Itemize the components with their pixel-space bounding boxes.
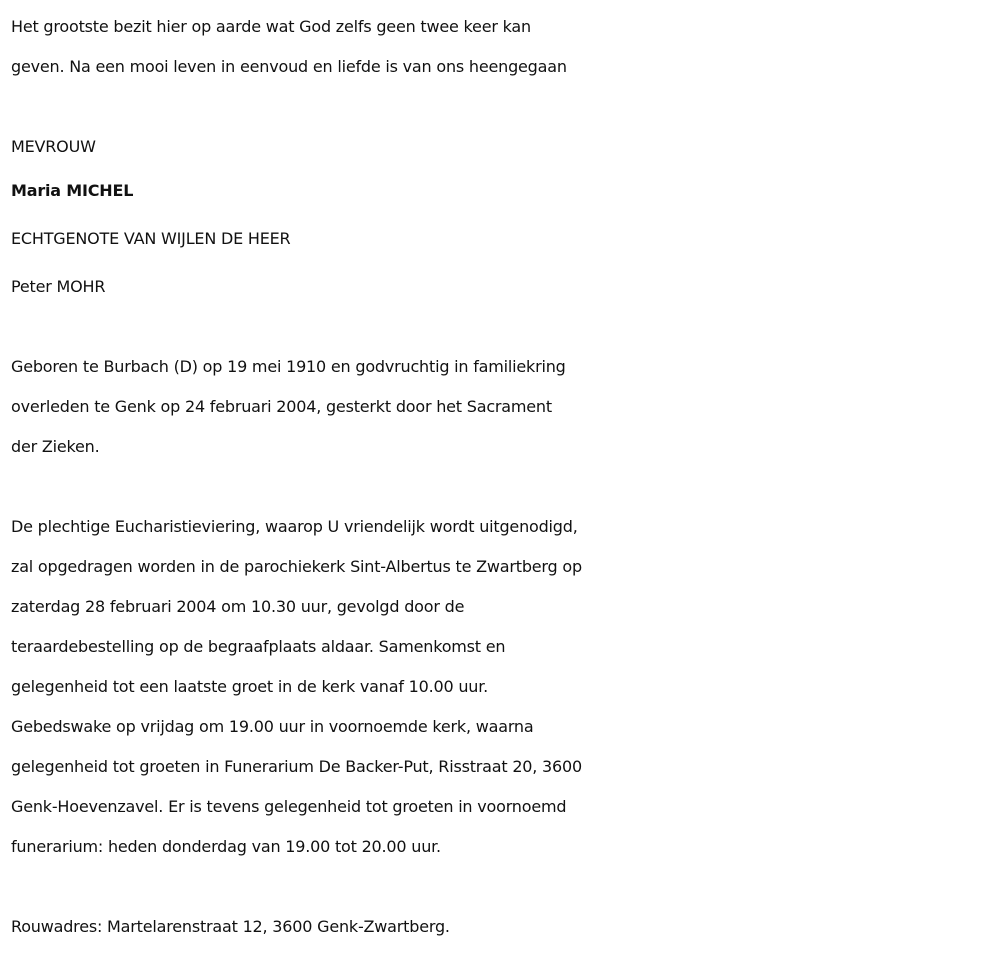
ceremony-line: gelegenheid tot een laatste groet in de kerk vanaf 10.00 uur. — [11, 677, 489, 696]
ceremony-line: zaterdag 28 februari 2004 om 10.30 uur, gevolgd door de — [11, 597, 465, 616]
birth-death-line: der Zieken. — [11, 437, 100, 456]
ceremony-line: Genk-Hoevenzavel. Er is tevens gelegenheid tot groeten in voornoemd — [11, 797, 567, 816]
ceremony-line: teraardebestelling op de begraafplaats aldaar. Samenkomst en — [11, 637, 506, 656]
birth-death-line: Geboren te Burbach (D) op 19 mei 1910 en godvruchtig in familiekring — [11, 357, 566, 376]
ceremony-paragraph — [11, 507, 996, 867]
mourning-address: Rouwadres: Martelarenstraat 12, 3600 Genk-Zwartberg. — [11, 917, 450, 936]
person-block — [11, 127, 996, 311]
birth-death-paragraph — [11, 347, 996, 467]
ceremony-line: Gebedswake op vrijdag om 19.00 uur in voornoemde kerk, waarna — [11, 717, 534, 736]
intro-line: geven. Na een mooi leven in eenvoud en liefde is van ons heengegaan — [11, 57, 567, 76]
ceremony-line: funerarium: heden donderdag van 19.00 tot 20.00 uur. — [11, 837, 441, 856]
intro-paragraph — [11, 7, 996, 87]
person-name: Maria MICHEL — [11, 181, 134, 200]
ceremony-line: zal opgedragen worden in de parochiekerk Sint-Albertus te Zwartberg op — [11, 557, 582, 576]
birth-death-line: overleden te Genk op 24 februari 2004, gesterkt door het Sacrament — [11, 397, 552, 416]
person-title: MEVROUW — [11, 137, 96, 156]
person-relation: ECHTGENOTE VAN WIJLEN DE HEER — [11, 229, 291, 248]
ceremony-line: gelegenheid tot groeten in Funerarium De Backer-Put, Risstraat 20, 3600 — [11, 757, 582, 776]
ceremony-line: De plechtige Eucharistieviering, waarop U vriendelijk wordt uitgenodigd, — [11, 517, 578, 536]
obituary-document — [11, 7, 996, 947]
intro-line: Het grootste bezit hier op aarde wat God zelfs geen twee keer kan — [11, 17, 531, 36]
spouse-name: Peter MOHR — [11, 277, 106, 296]
